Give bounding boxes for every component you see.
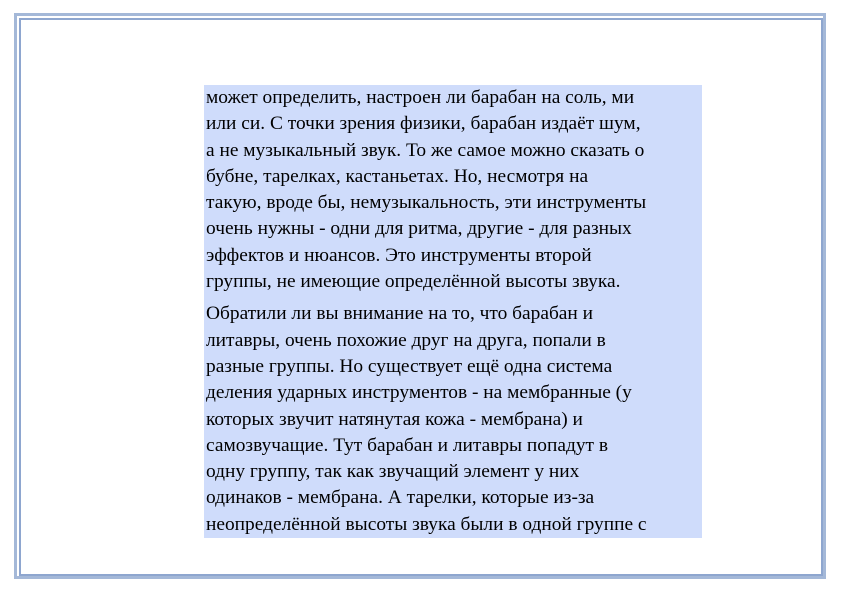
- text-line: а не музыкальный звук. То же самое можно сказать о: [206, 139, 645, 161]
- text-line: Обратили ли вы внимание на то, что барабан и: [206, 303, 594, 325]
- text-line: литавры, очень похожие друг на друга, попали в: [206, 329, 606, 351]
- text-line: может определить, настроен ли барабан на соль, ми: [206, 87, 635, 108]
- text-line: бубне, тарелках, кастаньетах. Но, несмотря на: [206, 165, 589, 187]
- text-line: очень нужны - одни для ритма, другие - для разных: [206, 218, 632, 240]
- text-line: группы, не имеющие определённой высоты звука.: [206, 271, 621, 293]
- text-line: неопределённой высоты звука были в одной группе с: [206, 513, 647, 535]
- text-line: такую, вроде бы, немузыкальность, эти инструменты: [206, 192, 647, 214]
- paragraph-1: [204, 85, 702, 295]
- text-line: разные группы. Но существует ещё одна система: [206, 355, 613, 377]
- highlighted-text-block[interactable]: [204, 85, 702, 538]
- text-line: эффектов и нюансов. Это инструменты второй: [206, 244, 592, 266]
- text-line: одинаков - мембрана. А тарелки, которые из-за: [206, 487, 595, 509]
- text-line: деления ударных инструментов - на мембранные (у: [206, 382, 632, 404]
- text-line: одну группу, так как звучащий элемент у них: [206, 461, 580, 483]
- text-line: самозвучащие. Тут барабан и литавры попадут в: [206, 434, 609, 456]
- text-line: или си. С точки зрения физики, барабан издаёт шум,: [206, 113, 641, 135]
- paragraph-2: [204, 301, 702, 538]
- text-line: которых звучит натянутая кожа - мембрана) и: [206, 408, 583, 430]
